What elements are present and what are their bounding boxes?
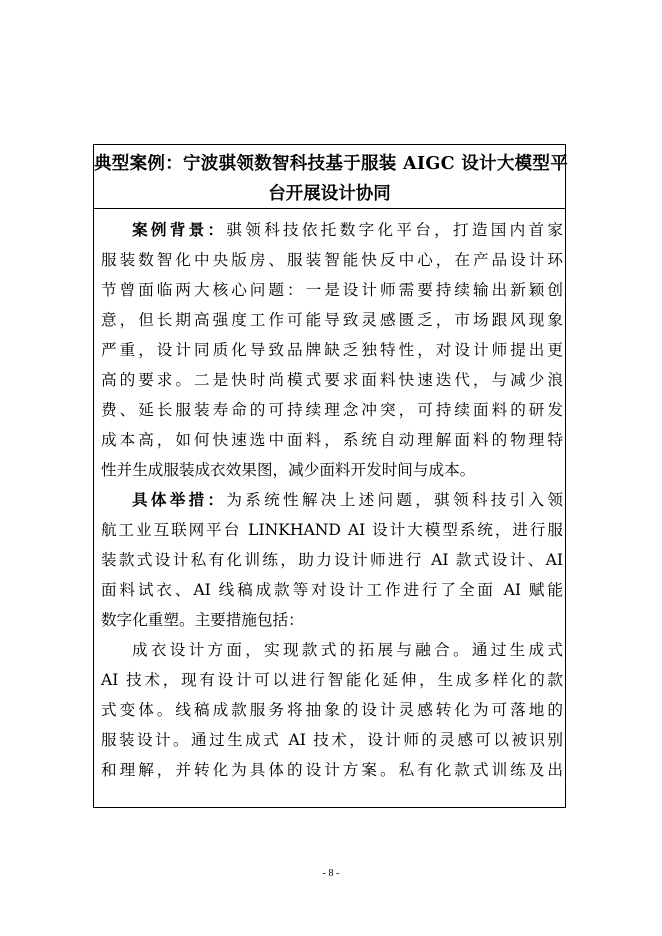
body-line: 费、延长服装寿命的可持续理念冲突，可持续面料的研发	[101, 401, 563, 419]
body-line: 航工业互联网平台 LINKHAND AI 设计大模型系统，进行服	[101, 521, 563, 539]
body-line: 式变体。线稿成款服务将抽象的设计灵感转化为可落地的	[101, 701, 563, 719]
body-line: 服装数智化中央版房、服装智能快反中心，在产品设计环	[101, 251, 563, 269]
body-line: 数字化重塑。主要措施包括：	[101, 611, 304, 629]
body-line: 成本高，如何快速选中面料，系统自动理解面料的物理特	[101, 431, 563, 449]
body-line: 节曾面临两大核心问题：一是设计师需要持续输出新颖创	[101, 281, 563, 299]
body-line: 和理解，并转化为具体的设计方案。私有化款式训练及出	[101, 761, 563, 779]
page-number: - 8 -	[322, 868, 340, 879]
body-line: 严重，设计同质化导致品牌缺乏独特性，对设计师提出更	[101, 341, 563, 359]
body-line: 服装设计。通过生成式 AI 技术，设计师的灵感可以被识别	[101, 731, 563, 749]
body-line: 意，但长期高强度工作可能导致灵感匮乏，市场跟风现象	[101, 311, 563, 329]
body-line: 高的要求。二是快时尚模式要求面料快速迭代，与减少浪	[101, 371, 563, 389]
background-label: 案例背景：	[132, 220, 227, 239]
body-line: 面料试衣、AI 线稿成款等对设计工作进行了全面 AI 赋能	[101, 581, 563, 599]
body-line: 装款式设计私有化训练，助力设计师进行 AI 款式设计、AI	[101, 551, 563, 569]
case-study-title	[94, 145, 569, 209]
background-text: 骐领科技依托数字化平台，打造国内首家	[226, 221, 563, 239]
case-study-body	[101, 215, 563, 785]
body-line: 成衣设计方面，实现款式的拓展与融合。通过生成式	[132, 641, 563, 659]
body-line	[101, 485, 563, 515]
case-title-line-2: 台开展设计协同	[268, 184, 391, 204]
body-line	[101, 215, 563, 245]
case-study-box	[93, 144, 569, 808]
measures-text: 为系统性解决上述问题，骐领科技引入领	[226, 491, 563, 509]
case-title-line-1: 典型案例：宁波骐领数智科技基于服装 AIGC 设计大模型平	[94, 154, 569, 174]
body-line: 性并生成服装成衣效果图，减少面料开发时间与成本。	[101, 461, 476, 479]
measures-label: 具体举措：	[132, 490, 227, 509]
body-line: AI 技术，现有设计可以进行智能化延伸，生成多样化的款	[101, 671, 563, 689]
